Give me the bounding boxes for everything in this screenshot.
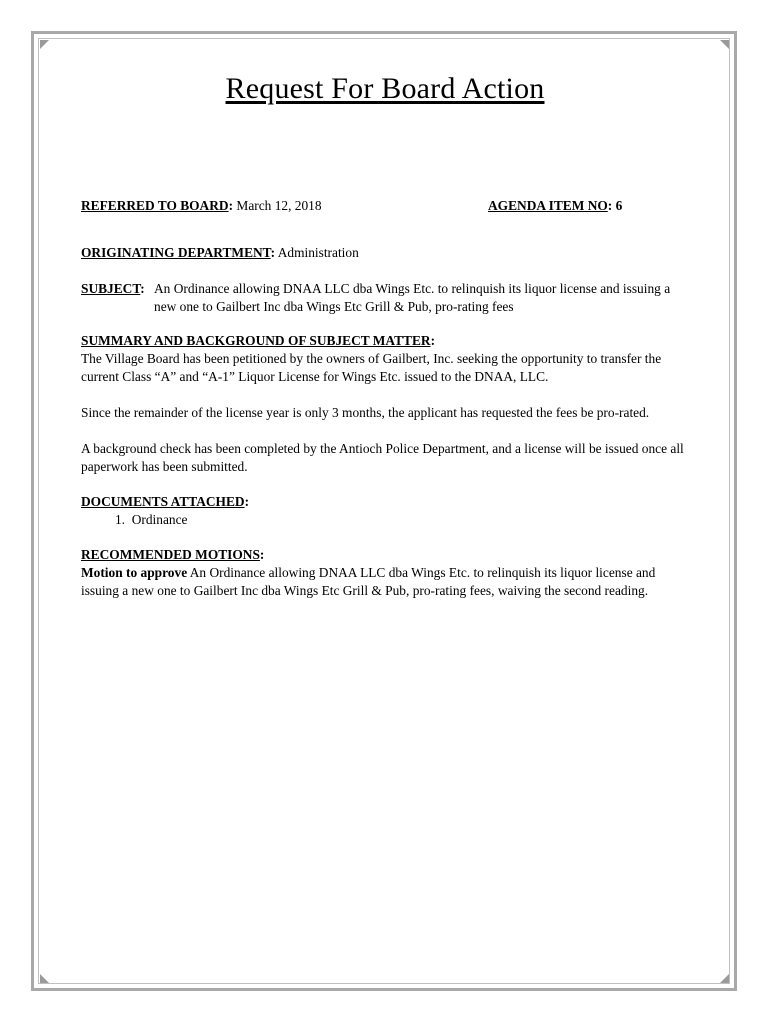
originating-value: Administration	[277, 245, 359, 260]
referred-colon: :	[228, 198, 234, 213]
agenda-label: AGENDA ITEM NO	[488, 198, 608, 213]
motions-heading	[81, 546, 691, 564]
motions-colon: :	[259, 547, 265, 562]
originating-colon: :	[270, 245, 276, 260]
summary-label: SUMMARY AND BACKGROUND OF SUBJECT MATTER	[81, 333, 431, 348]
documents-list	[81, 511, 691, 529]
documents-label: DOCUMENTS ATTACHED	[81, 494, 245, 509]
border-corner-ornament	[720, 40, 729, 49]
subject-row	[81, 280, 691, 316]
motion-paragraph	[81, 564, 691, 600]
border-corner-ornament	[720, 974, 729, 983]
subject-text: An Ordinance allowing DNAA LLC dba Wings Etc. to relinquish its liquor license and issuing a new one to Gailbert Inc dba Wings Etc Grill & Pub, pro-rating fees	[154, 281, 671, 314]
list-item	[114, 511, 691, 529]
originating-row	[81, 244, 691, 262]
summary-paragraph-1: The Village Board has been petitioned by the owners of Gailbert, Inc. seeking the opportunity to transfer the current Class “A” and “A-1” Liquor License for Wings Etc. issued to the DNAA, LLC.	[81, 351, 662, 384]
summary-colon: :	[430, 333, 436, 348]
documents-heading	[81, 493, 691, 511]
list-item-text: Ordinance	[131, 512, 188, 527]
summary-paragraph-3: A background check has been completed by the Antioch Police Department, and a license will be issued once all paperwork has been submitted.	[81, 441, 684, 474]
agenda-item	[488, 197, 622, 215]
motions-label: RECOMMENDED MOTIONS	[81, 547, 260, 562]
list-item-number: 1.	[114, 512, 125, 527]
border-corner-ornament	[40, 40, 49, 49]
document-body	[81, 197, 691, 600]
originating-label: ORIGINATING DEPARTMENT	[81, 245, 271, 260]
agenda-number: 6	[615, 198, 623, 213]
subject-label: SUBJECT	[81, 281, 141, 296]
subject-colon: :	[140, 281, 145, 296]
documents-colon: :	[244, 494, 250, 509]
summary-heading	[81, 332, 691, 350]
border-corner-ornament	[40, 974, 49, 983]
referred-row	[81, 197, 691, 215]
referred-date: March 12, 2018	[236, 198, 322, 213]
motion-text: An Ordinance allowing DNAA LLC dba Wings Etc. to relinquish its liquor license and issuing a new one to Gailbert Inc dba Wings Etc Grill & Pub, pro-rating fees, waiving the second reading.	[81, 565, 656, 598]
motion-lead: Motion to approve	[81, 565, 188, 580]
summary-paragraph-2: Since the remainder of the license year is only 3 months, the applicant has requested the fees be pro-rated.	[81, 405, 650, 420]
referred-label: REFERRED TO BOARD	[81, 198, 229, 213]
document-title: Request For Board Action	[225, 72, 545, 105]
agenda-colon: :	[607, 198, 613, 213]
subject-label-wrap	[81, 280, 154, 316]
